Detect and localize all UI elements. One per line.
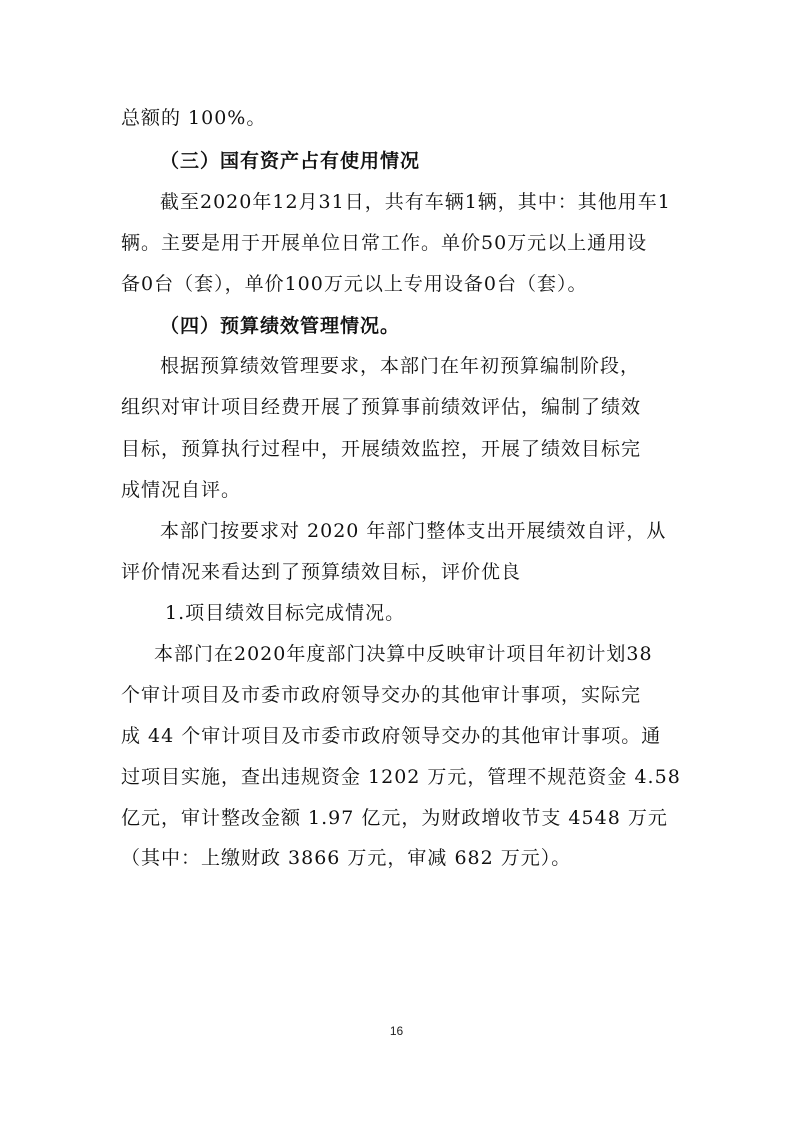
text-line: 评价情况来看达到了预算绩效目标，评价优良	[121, 561, 522, 583]
section-heading: （三）国有资产占有使用情况	[160, 150, 421, 172]
section-heading: （四）预算绩效管理情况。	[160, 315, 401, 337]
text-line: 截至2020年12月31日，共有车辆1辆，其中：其他用车1	[160, 191, 671, 213]
text-line: 目标，预算执行过程中，开展绩效监控，开展了绩效目标完	[121, 438, 642, 460]
text-line: 亿元，审计整改金额 1.97 亿元，为财政增收节支 4548 万元	[121, 807, 668, 829]
page-number: 16	[389, 1024, 404, 1038]
text-line: 根据预算绩效管理要求，本部门在年初预算编制阶段，	[160, 355, 641, 377]
text-line: 成情况自评。	[121, 479, 242, 501]
text-line: （其中：上缴财政 3866 万元，审减 682 万元）。	[121, 847, 572, 869]
text-line: 个审计项目及市委市政府领导交办的其他审计事项，实际完	[121, 684, 642, 706]
text-line: 总额的 100%。	[121, 107, 267, 129]
text-line: 本部门在2020年度部门决算中反映审计项目年初计划38	[154, 643, 653, 665]
text-line: 备0台（套），单价100万元以上专用设备0台（套）。	[121, 273, 588, 295]
text-line: 组织对审计项目经费开展了预算事前绩效评估，编制了绩效	[121, 396, 642, 418]
text-line: 辆。主要是用于开展单位日常工作。单价50万元以上通用设	[121, 232, 648, 254]
text-line: 成 44 个审计项目及市委市政府领导交办的其他审计事项。通	[121, 725, 662, 747]
text-line: 过项目实施，查出违规资金 1202 万元，管理不规范资金 4.58	[121, 766, 681, 788]
text-line: 1.项目绩效目标完成情况。	[165, 602, 406, 624]
text-line: 本部门按要求对 2020 年部门整体支出开展绩效自评，从	[160, 520, 667, 542]
